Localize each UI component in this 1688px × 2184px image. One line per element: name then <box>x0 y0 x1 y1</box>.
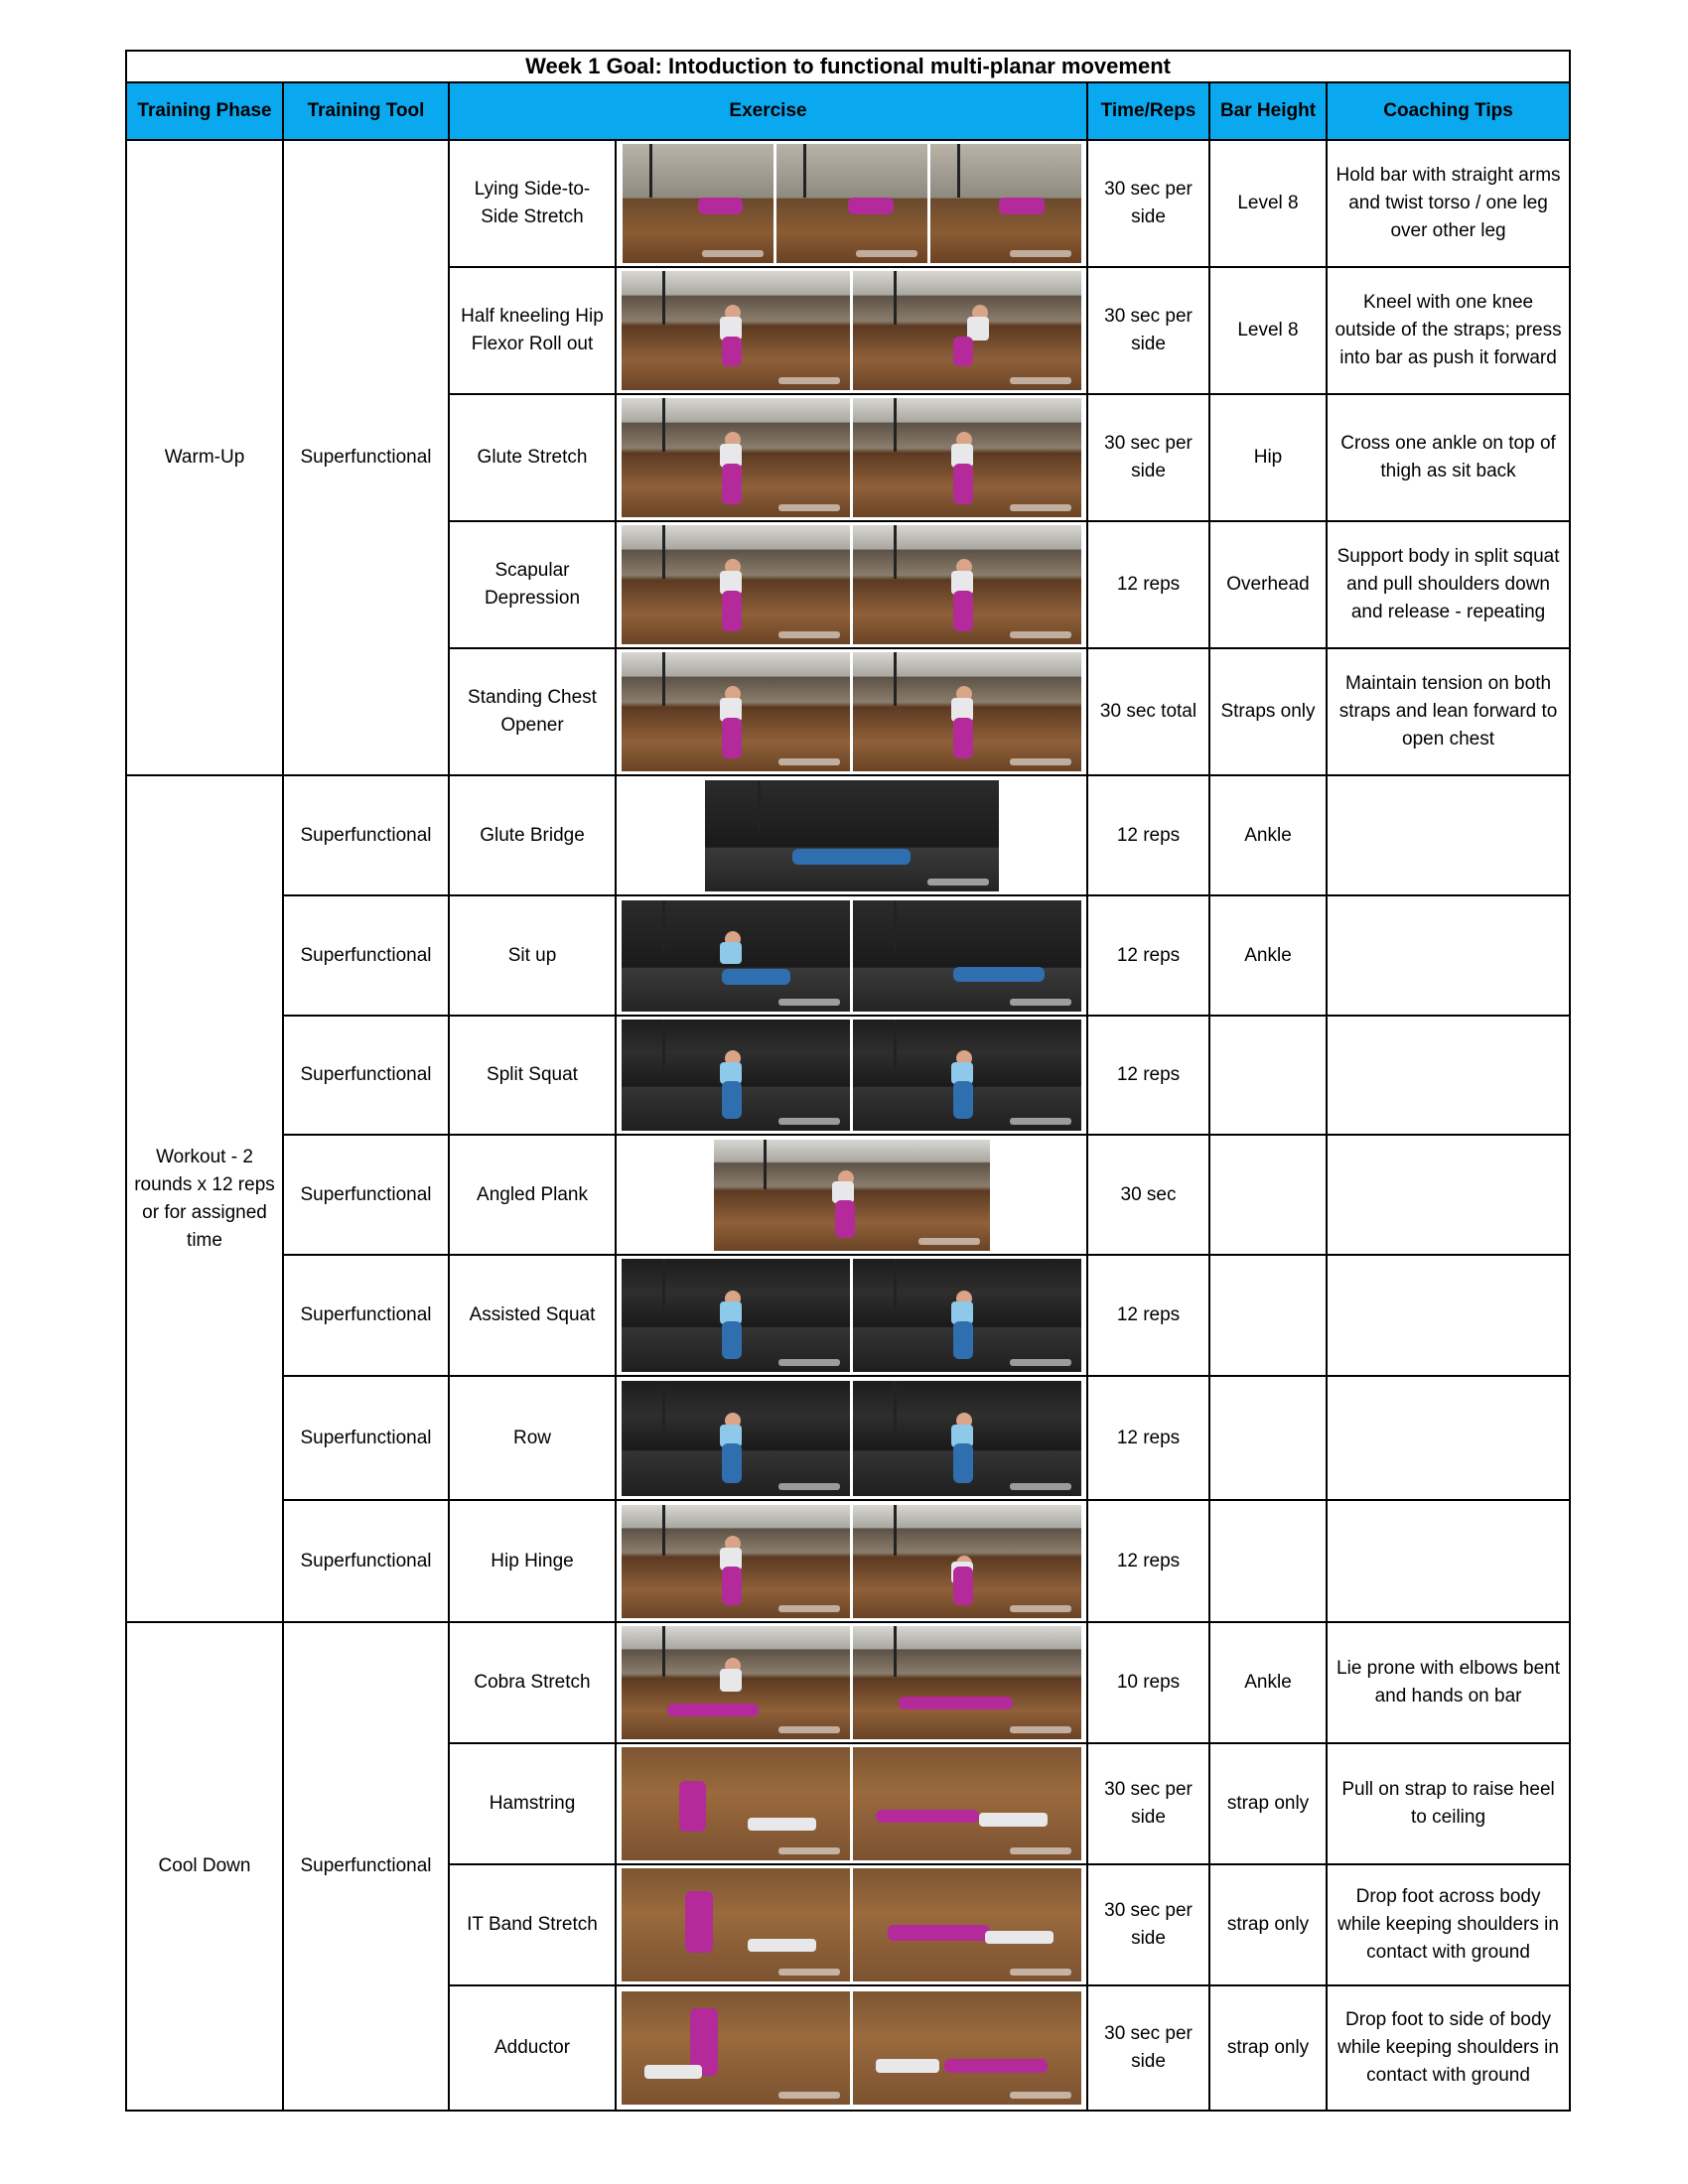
table-row <box>126 1622 1570 1743</box>
exercise-name: Hip Hinge <box>449 1500 616 1622</box>
coaching-tip: Cross one ankle on top of thigh as sit back <box>1327 394 1570 521</box>
exercise-photo <box>622 1991 850 2105</box>
exercise-name: Hamstring <box>449 1743 616 1864</box>
exercise-photo <box>622 900 850 1012</box>
header-row <box>126 82 1570 140</box>
exercise-photo <box>853 525 1081 644</box>
exercise-name: Sit up <box>449 895 616 1016</box>
exercise-name: IT Band Stretch <box>449 1864 616 1985</box>
time-reps: 12 reps <box>1087 1376 1209 1500</box>
coaching-tip <box>1327 775 1570 895</box>
exercise-photo <box>853 1259 1081 1372</box>
time-reps: 12 reps <box>1087 521 1209 648</box>
exercise-photo <box>622 1381 850 1496</box>
time-reps: 30 sec per side <box>1087 1743 1209 1864</box>
exercise-photos <box>616 895 1087 1016</box>
exercise-photo <box>622 1626 850 1739</box>
exercise-photo <box>853 900 1081 1012</box>
coaching-tip <box>1327 1376 1570 1500</box>
bar-height: strap only <box>1209 1985 1327 2111</box>
exercise-photos <box>616 1985 1087 2111</box>
exercise-photo <box>853 398 1081 517</box>
exercise-photo <box>853 1747 1081 1860</box>
exercise-photo <box>853 1381 1081 1496</box>
exercise-photos <box>616 394 1087 521</box>
training-tool: Superfunctional <box>283 1622 449 2111</box>
page-title: Week 1 Goal: Intoduction to functional multi-planar movement <box>126 51 1570 82</box>
header-time-reps: Time/Reps <box>1087 82 1209 140</box>
table-row <box>126 775 1570 895</box>
phase-warm-up: Warm-Up <box>126 140 283 775</box>
training-tool: Superfunctional <box>283 1016 449 1135</box>
exercise-name: Scapular Depression <box>449 521 616 648</box>
time-reps: 30 sec per side <box>1087 1985 1209 2111</box>
bar-height: Ankle <box>1209 1622 1327 1743</box>
bar-height <box>1209 1255 1327 1376</box>
coaching-tip: Maintain tension on both straps and lean forward to open chest <box>1327 648 1570 775</box>
header-training-phase: Training Phase <box>126 82 283 140</box>
exercise-photo <box>853 652 1081 771</box>
exercise-photo <box>622 525 850 644</box>
exercise-photos <box>616 1864 1087 1985</box>
exercise-photo <box>622 398 850 517</box>
bar-height: strap only <box>1209 1743 1327 1864</box>
exercise-photo <box>622 1747 850 1860</box>
time-reps: 30 sec per side <box>1087 140 1209 267</box>
exercise-photos <box>616 648 1087 775</box>
exercise-photos <box>616 1376 1087 1500</box>
exercise-photo <box>622 652 850 771</box>
bar-height: Level 8 <box>1209 267 1327 394</box>
header-coaching-tips: Coaching Tips <box>1327 82 1570 140</box>
training-tool: Superfunctional <box>283 1255 449 1376</box>
exercise-photo <box>853 1626 1081 1739</box>
time-reps: 12 reps <box>1087 895 1209 1016</box>
exercise-photos <box>616 1135 1087 1255</box>
training-tool: Superfunctional <box>283 1135 449 1255</box>
exercise-photo <box>853 1868 1081 1981</box>
exercise-photo <box>623 144 774 263</box>
bar-height: strap only <box>1209 1864 1327 1985</box>
exercise-name: Adductor <box>449 1985 616 2111</box>
bar-height: Overhead <box>1209 521 1327 648</box>
bar-height: Hip <box>1209 394 1327 521</box>
training-tool: Superfunctional <box>283 1500 449 1622</box>
header-training-tool: Training Tool <box>283 82 449 140</box>
coaching-tip <box>1327 895 1570 1016</box>
exercise-photo <box>853 271 1081 390</box>
exercise-photo <box>853 1991 1081 2105</box>
exercise-name: Lying Side-to-Side Stretch <box>449 140 616 267</box>
training-tool: Superfunctional <box>283 1376 449 1500</box>
exercise-name: Split Squat <box>449 1016 616 1135</box>
exercise-name: Angled Plank <box>449 1135 616 1255</box>
exercise-photos <box>616 140 1087 267</box>
exercise-photos <box>616 1255 1087 1376</box>
time-reps: 30 sec total <box>1087 648 1209 775</box>
exercise-name: Row <box>449 1376 616 1500</box>
table-row <box>126 895 1570 1016</box>
exercise-photo <box>622 1020 850 1131</box>
coaching-tip <box>1327 1255 1570 1376</box>
bar-height: Ankle <box>1209 775 1327 895</box>
bar-height: Straps only <box>1209 648 1327 775</box>
exercise-photos <box>616 1743 1087 1864</box>
coaching-tip: Kneel with one knee outside of the straps; press into bar as push it forward <box>1327 267 1570 394</box>
exercise-photo <box>776 144 927 263</box>
bar-height <box>1209 1376 1327 1500</box>
exercise-name: Cobra Stretch <box>449 1622 616 1743</box>
training-tool: Superfunctional <box>283 895 449 1016</box>
bar-height <box>1209 1016 1327 1135</box>
exercise-photo <box>622 271 850 390</box>
coaching-tip: Lie prone with elbows bent and hands on bar <box>1327 1622 1570 1743</box>
table-row <box>126 140 1570 267</box>
bar-height <box>1209 1500 1327 1622</box>
training-tool: Superfunctional <box>283 775 449 895</box>
exercise-photo <box>622 1505 850 1618</box>
exercise-name: Half kneeling Hip Flexor Roll out <box>449 267 616 394</box>
exercise-photos <box>616 267 1087 394</box>
bar-height: Ankle <box>1209 895 1327 1016</box>
exercise-name: Assisted Squat <box>449 1255 616 1376</box>
coaching-tip <box>1327 1500 1570 1622</box>
coaching-tip <box>1327 1016 1570 1135</box>
exercise-name: Glute Stretch <box>449 394 616 521</box>
exercise-name: Glute Bridge <box>449 775 616 895</box>
time-reps: 30 sec per side <box>1087 267 1209 394</box>
coaching-tip: Pull on strap to raise heel to ceiling <box>1327 1743 1570 1864</box>
exercise-photo <box>622 1259 850 1372</box>
table-row <box>126 1255 1570 1376</box>
time-reps: 12 reps <box>1087 1500 1209 1622</box>
time-reps: 30 sec per side <box>1087 1864 1209 1985</box>
coaching-tip <box>1327 1135 1570 1255</box>
time-reps: 10 reps <box>1087 1622 1209 1743</box>
bar-height: Level 8 <box>1209 140 1327 267</box>
time-reps: 30 sec per side <box>1087 394 1209 521</box>
time-reps: 12 reps <box>1087 1255 1209 1376</box>
coaching-tip: Drop foot to side of body while keeping shoulders in contact with ground <box>1327 1985 1570 2111</box>
bar-height <box>1209 1135 1327 1255</box>
time-reps: 12 reps <box>1087 1016 1209 1135</box>
exercise-photo <box>714 1140 990 1251</box>
exercise-photo <box>853 1020 1081 1131</box>
exercise-photos <box>616 1016 1087 1135</box>
exercise-name: Standing Chest Opener <box>449 648 616 775</box>
exercise-photo <box>853 1505 1081 1618</box>
exercise-photo <box>622 1868 850 1981</box>
phase-workout: Workout - 2 rounds x 12 reps or for assigned time <box>126 775 283 1622</box>
coaching-tip: Hold bar with straight arms and twist torso / one leg over other leg <box>1327 140 1570 267</box>
workout-table <box>125 50 1571 2112</box>
table-row <box>126 1016 1570 1135</box>
table-row <box>126 1135 1570 1255</box>
coaching-tip: Support body in split squat and pull shoulders down and release - repeating <box>1327 521 1570 648</box>
header-bar-height: Bar Height <box>1209 82 1327 140</box>
phase-cool-down: Cool Down <box>126 1622 283 2111</box>
exercise-photos <box>616 1500 1087 1622</box>
coaching-tip: Drop foot across body while keeping shoulders in contact with ground <box>1327 1864 1570 1985</box>
exercise-photo <box>705 780 999 891</box>
table-row <box>126 1500 1570 1622</box>
time-reps: 30 sec <box>1087 1135 1209 1255</box>
table-row <box>126 1376 1570 1500</box>
exercise-photo <box>930 144 1081 263</box>
exercise-photos <box>616 1622 1087 1743</box>
exercise-photos <box>616 521 1087 648</box>
training-tool: Superfunctional <box>283 140 449 775</box>
time-reps: 12 reps <box>1087 775 1209 895</box>
header-exercise: Exercise <box>449 82 1087 140</box>
exercise-photos <box>616 775 1087 895</box>
